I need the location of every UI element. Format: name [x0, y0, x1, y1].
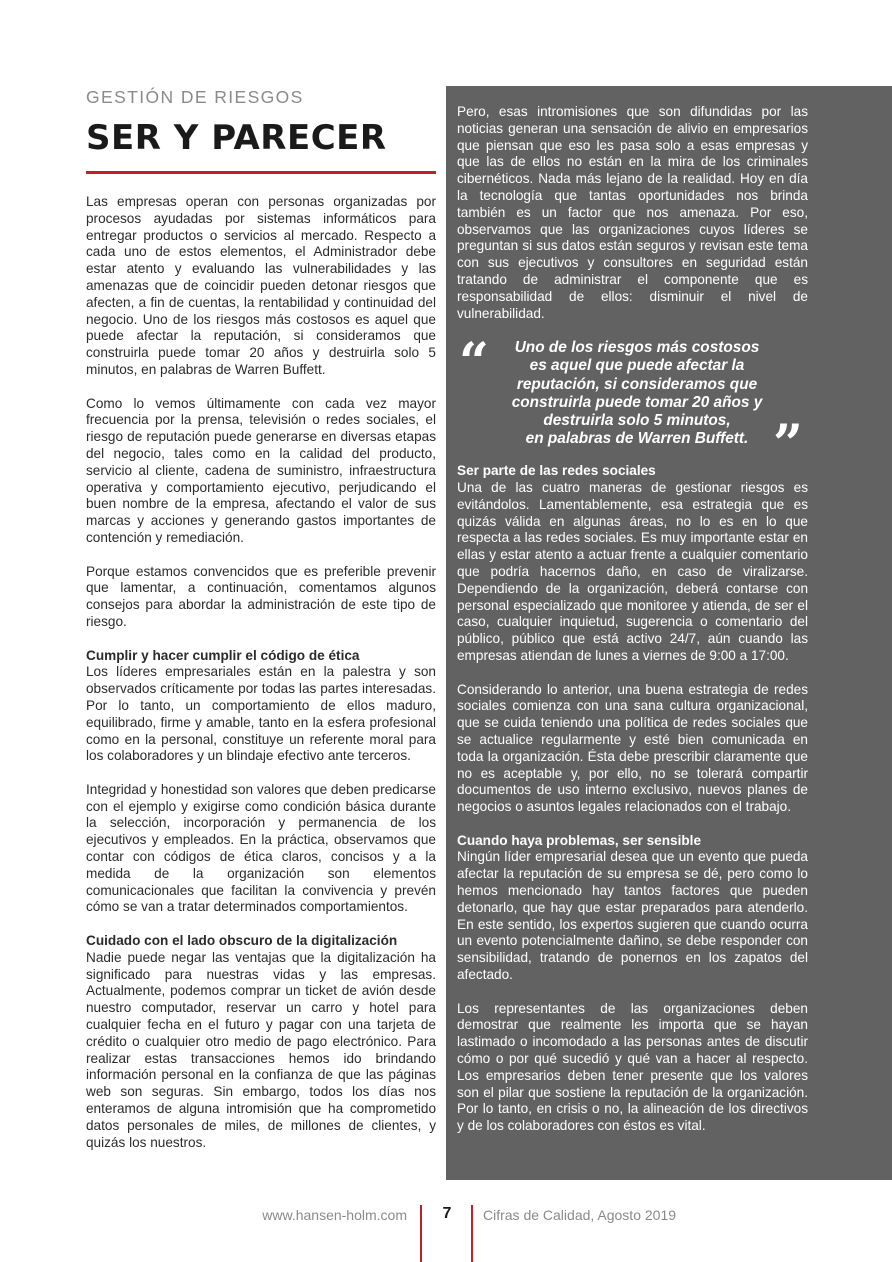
paragraph: Ningún líder empresarial desea que un evento que pueda afectar la reputación de su empresa se dé, pero como lo hemos mencionado hay tantos factores que pueden detonarlo, que hay que estar preparados para atenderlo. En este sentido, los expertos sugieren que cuando ocurra un evento potencialmente dañino, se debe responder con sensibilidad, tratando de ponernos en los zapatos del afectado.	[457, 849, 808, 983]
paragraph: Los representantes de las organizaciones deben demostrar que realmente les importa que se hayan lastimado o incomodado a las personas antes de discutir cómo o por qué sucedió y qué van a hacer al respecto. Los empresarios deben tener presente que los valores son el pilar que sostiene la reputación de la organización. Por lo tanto, en crisis o no, la alineación de los directivos y de los colaboradores con éstos es vital.	[457, 1000, 808, 1134]
section-kicker: GESTIÓN DE RIESGOS	[86, 87, 304, 107]
pull-quote-line: en palabras de Warren Buffett.	[525, 430, 749, 448]
section-heading: Ser parte de las redes sociales	[457, 463, 656, 479]
open-quote-icon: “	[459, 332, 489, 394]
page-number: 7	[442, 1205, 452, 1222]
footer-divider	[471, 1205, 473, 1262]
paragraph: Una de las cuatro maneras de gestionar riesgos es evitándolos. Lamentablemente, esa estrategia que es quizás válida en algunas áreas, no lo es en lo que respecta a las redes sociales. Es muy importante estar en ellas y estar atento a actuar frente a cualquier comentario que podría hacernos daño, en caso de viralizarse. Dependiendo de la organización, deberá contarse con personal especializado que monitoree y atienda, de ser el caso, cualquier inquietud, sugerencia o comentario del público, público que está activo 24/7, aún cuando las empresas atiendan de lunes a viernes de 9:00 a 17:00.	[457, 479, 808, 663]
sidebar-panel	[446, 86, 892, 1180]
paragraph: Los líderes empresariales están en la palestra y son observados críticamente por todas las partes interesadas. Por lo tanto, un comportamiento de ellos maduro, equilibrado, firme y amable, tanto en la esfera profesional como en la personal, constituye un referente moral para los colaboradores y un blindaje efectivo ante terceros.	[86, 664, 436, 764]
section-heading: Cumplir y hacer cumplir el código de ética	[86, 647, 360, 663]
pull-quote-line: reputación, si consideramos que	[516, 375, 758, 393]
page-title: SER Y PARECER	[86, 118, 387, 158]
paragraph: Considerando lo anterior, una buena estrategia de redes sociales comienza con una sana cultura organizacional, que se cuida teniendo una política de redes sociales que se actualice regularmente y esté bien comunicada en toda la organización. Ésta debe prescribir claramente que no es aceptable y, por ello, no se tolerará compartir documentos de uso interno exclusivo, nuevos planes de negocios o asuntos legales relacionados con el trabajo.	[457, 681, 808, 815]
title-underline	[86, 171, 436, 174]
right-column	[457, 104, 808, 1152]
pull-quote-line: construirla puede tomar 20 años y	[511, 393, 763, 411]
pull-quote-line: destruirla solo 5 minutos,	[543, 411, 731, 429]
footer-divider	[420, 1205, 422, 1262]
page-footer	[0, 1205, 892, 1262]
close-quote-icon: ”	[773, 414, 803, 476]
left-column	[86, 86, 436, 1168]
paragraph: Las empresas operan con personas organizadas por procesos ayudadas por sistemas informáticos para entregar productos o servicios al mercado. Respecto a cada uno de estos elementos, el Administrador debe estar atento y evaluando las vulnerabilidades y las amenazas que de coincidir pueden detonar riesgos que afecten, a fin de cuentas, la rentabilidad y continuidad del negocio. Uno de los riesgos más costosos es aquel que puede afectar la reputación, si consideramos que construirla puede tomar 20 años y destruirla solo 5 minutos, en palabras de Warren Buffett.	[86, 194, 436, 377]
footer-website-link[interactable]: www.hansen-holm.com	[262, 1207, 407, 1223]
paragraph: Porque estamos convencidos que es preferible prevenir que lamentar, a continuación, comentamos algunos consejos para abordar la administración de este tipo de riesgo.	[86, 563, 436, 629]
paragraph: Como lo vemos últimamente con cada vez mayor frecuencia por la prensa, televisión o redes sociales, el riesgo de reputación puede generarse en diversas etapas del negocio, tales como en la calidad del producto, servicio al cliente, cadena de suministro, infraestructura operativa y comportamiento ejecutivo, perjudicando el buen nombre de la empresa, afectando el valor de sus marcas y acciones y generando gastos importantes de contención y remediación.	[86, 395, 436, 545]
pull-quote-text	[487, 339, 787, 448]
paragraph: Nadie puede negar las ventajas que la digitalización ha significado para nuestras vidas y las empresas. Actualmente, podemos comprar un ticket de avión desde nuestro computador, reservar un carro y hotel para cualquier fecha en el futuro y pagar con una tarjeta de crédito o cualquier otro medio de pago electrónico. Para realizar estas transacciones hemos ido brindando información personal en la confianza de que las páginas web son seguras. Sin embargo, todos los días nos enteramos de alguna intromisión que ha comprometido datos personales de miles, de millones de clientes, y quizás los nuestros.	[86, 949, 436, 1150]
section-heading: Cuidado con el lado obscuro de la digitalización	[86, 933, 398, 949]
pull-quote-line: es aquel que puede afectar la	[529, 357, 745, 375]
paragraph: Pero, esas intromisiones que son difundidas por las noticias generan una sensación de alivio en empresarios que piensan que eso les pasa solo a esas empresas y que las de ellos no están en la mira de los criminales cibernéticos. Nada más lejano de la realidad. Hoy en día la tecnología que tantas oportunidades nos brinda también es un factor que nos amenaza. Por eso, observamos que las organizaciones cuyos líderes se preguntan si sus datos están seguros y revisan este tema con sus ejecutivos y consultores en seguridad están tratando de administrar el componente que es responsabilidad de ellos: disminuir el nivel de vulnerabilidad.	[457, 104, 808, 321]
paragraph: Integridad y honestidad son valores que deben predicarse con el ejemplo y exigirse como condición básica durante la selección, incorporación y permanencia de los ejecutivos y empleados. En la práctica, observamos que contar con códigos de ética claros, concisos y a la medida de la organización son elementos comunicacionales que facilitan la convivencia y prevén cómo se van a tratar determinados comportamientos.	[86, 781, 436, 915]
pull-quote-line: Uno de los riesgos más costosos	[514, 339, 760, 357]
section-heading: Cuando haya problemas, ser sensible	[457, 832, 702, 848]
publication-name: Cifras de Calidad, Agosto 2019	[483, 1207, 677, 1223]
